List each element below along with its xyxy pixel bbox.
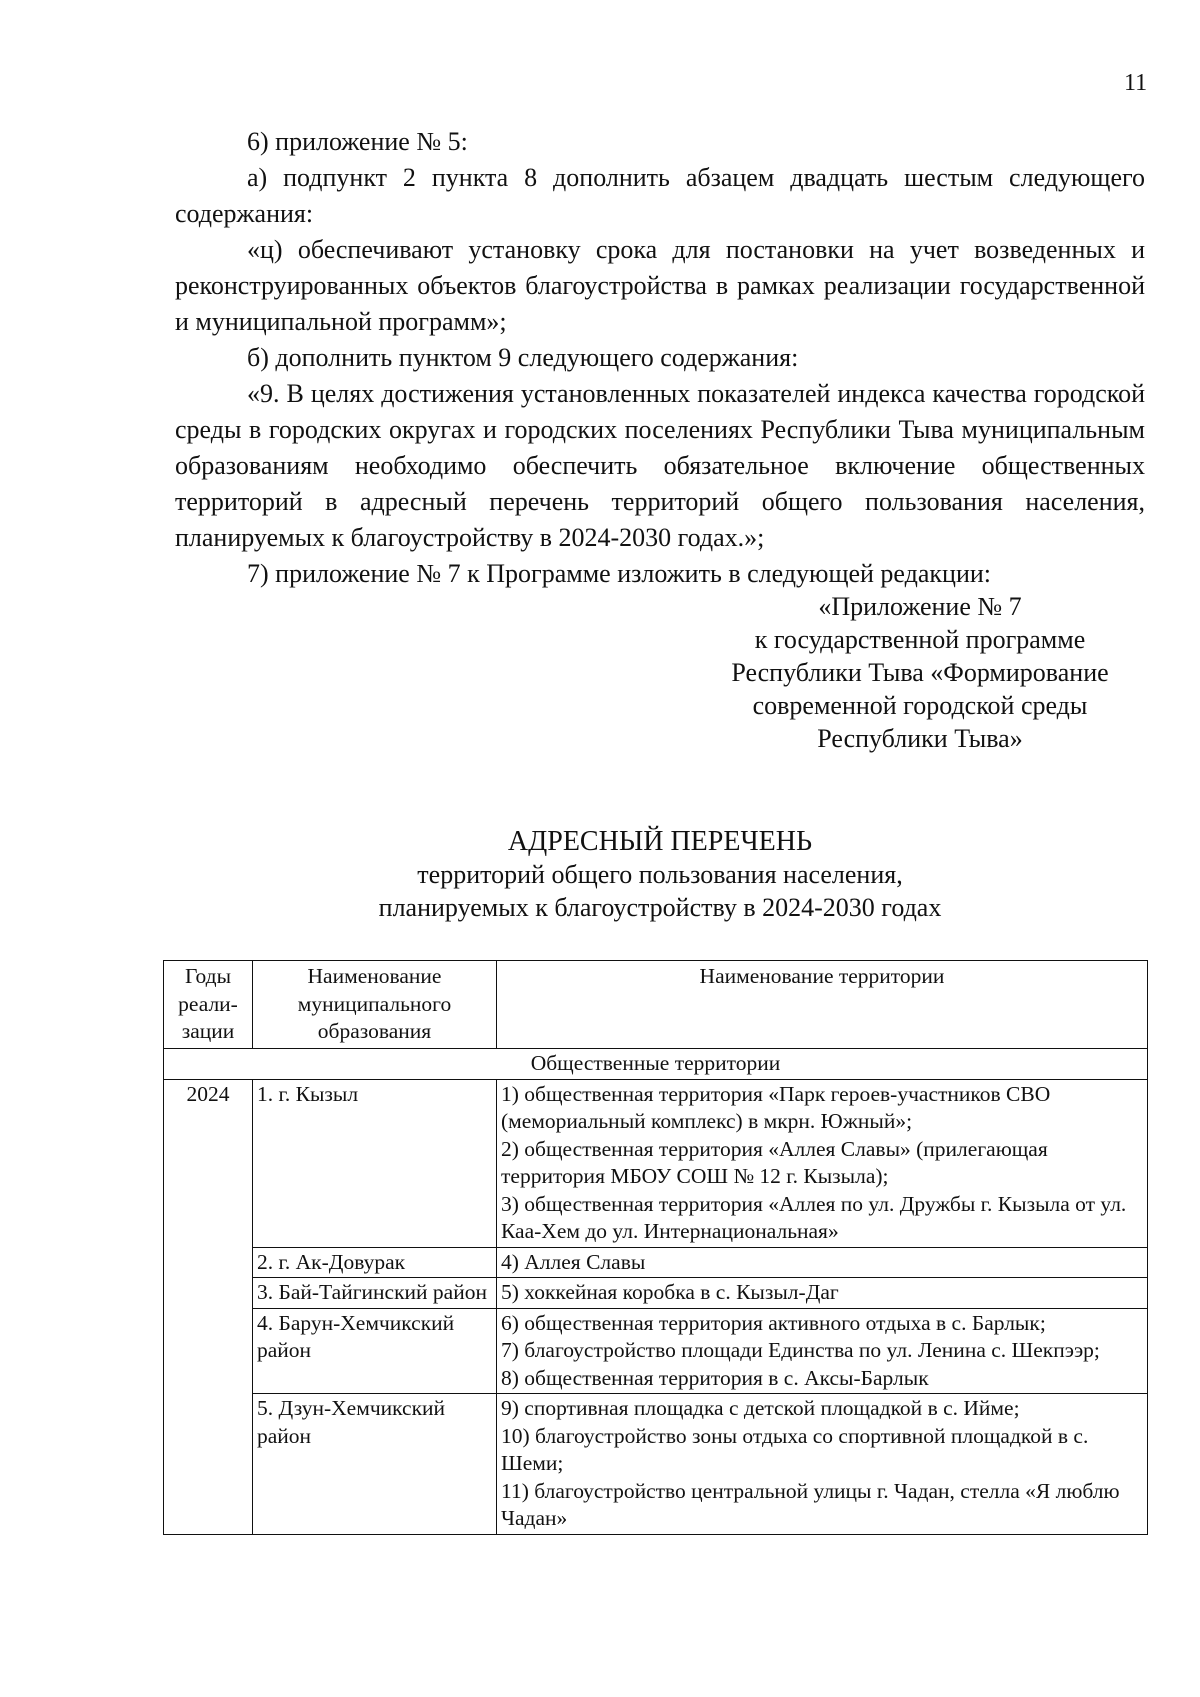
territory-cell — [497, 1079, 1148, 1247]
appendix-line-1: «Приложение № 7 — [818, 592, 1022, 621]
table-row — [164, 1308, 1148, 1394]
municipality-cell: 5. Дзун-Хемчикский район — [253, 1394, 497, 1535]
territory-cell — [497, 1308, 1148, 1394]
territory-item: 10) благоустройство зоны отдыха со спортивной площадкой в с. Шеми; — [501, 1423, 1089, 1475]
table-row — [164, 1247, 1148, 1278]
paragraph-appendix-7: 7) приложение № 7 к Программе изложить в следующей редакции: — [247, 559, 991, 588]
appendix-line-3: Республики Тыва «Формирование — [731, 658, 1109, 687]
appendix-line-5: Республики Тыва» — [817, 724, 1023, 753]
appendix-line-4: современной городской среды — [752, 691, 1088, 720]
territory-item: 11) благоустройство центральной улицы г. Чадан, стелла «Я люблю Чадан» — [501, 1478, 1120, 1530]
territory-item: 9) спортивная площадка с детской площадкой в с. Ийме; — [501, 1396, 1020, 1420]
year-cell: 2024 — [164, 1079, 253, 1534]
territory-cell — [497, 1278, 1148, 1309]
territory-item: 2) общественная территория «Аллея Славы» (прилегающая территория МБОУ СОШ № 12 г. Кызыла); — [501, 1136, 1048, 1188]
paragraph-appendix-5: 6) приложение № 5: — [247, 127, 468, 156]
paragraph-subpoint-b: б) дополнить пунктом 9 следующего содержания: — [247, 343, 799, 372]
appendix-line-2: к государственной программе — [754, 625, 1086, 654]
territory-item: 4) Аллея Славы — [501, 1249, 646, 1274]
paragraph-quote-9: «9. В целях достижения установленных показателей индекса качества городской среды в городских округах и городских поселениях Республики Тыва муниципальным образованиям необходимо обеспечить обязательное включение общественных территорий в адресный перечень территорий общего пользования населения, планируемых к благоустройству в 2024-2030 годах.»; — [175, 379, 1145, 552]
address-table — [163, 960, 1148, 1535]
header-territory: Наименование территории — [497, 961, 1148, 1049]
territory-item: 8) общественная территория в с. Аксы-Барлык — [501, 1365, 929, 1390]
body-text — [175, 124, 1145, 592]
title-sub-1: территорий общего пользования населения, — [417, 860, 903, 889]
municipality-cell: 3. Бай-Тайгинский район — [253, 1278, 497, 1309]
territory-item: 3) общественная территория «Аллея по ул. Дружбы г. Кызыла от ул. Каа-Хем до ул. Интернациональная» — [501, 1191, 1127, 1243]
title-sub-2: планируемых к благоустройству в 2024-2030 годах — [378, 893, 942, 922]
paragraph-quote-ts: «ц) обеспечивают установку срока для постановки на учет возведенных и реконструированных объектов благоустройства в рамках реализации государственной и муниципальной программ»; — [175, 235, 1145, 336]
table-header-row — [164, 961, 1148, 1049]
paragraph-subpoint-a: а) подпункт 2 пункта 8 дополнить абзацем двадцать шестым следующего содержания: — [175, 163, 1145, 228]
territory-item: 1) общественная территория «Парк героев-участников СВО (мемориальный комплекс) в мкрн. Южный»; — [501, 1081, 1051, 1133]
section-title: Общественные территории — [164, 1049, 1148, 1080]
header-year: Годы реали-зации — [164, 961, 253, 1049]
territory-item: 6) общественная территория активного отдыха в с. Барлык; — [501, 1310, 1046, 1335]
territory-cell — [497, 1394, 1148, 1535]
territory-item: 7) благоустройство площади Единства по ул. Ленина с. Шекпээр; — [501, 1338, 1100, 1362]
municipality-cell: 1. г. Кызыл — [253, 1079, 497, 1247]
table-row — [164, 1079, 1148, 1247]
municipality-cell: 2. г. Ак-Довурак — [253, 1247, 497, 1278]
section-row — [164, 1049, 1148, 1080]
territory-cell — [497, 1247, 1148, 1278]
appendix-heading — [700, 590, 1140, 755]
header-municipality: Наименование муниципального образования — [253, 961, 497, 1049]
territory-item: 5) хоккейная коробка в с. Кызыл-Даг — [501, 1280, 839, 1304]
document-title — [175, 825, 1145, 924]
municipality-cell: 4. Барун-Хемчикский район — [253, 1308, 497, 1394]
page-number: 11 — [1124, 70, 1148, 96]
table-row — [164, 1278, 1148, 1309]
table-row — [164, 1394, 1148, 1535]
title-main: АДРЕСНЫЙ ПЕРЕЧЕНЬ — [507, 826, 813, 857]
